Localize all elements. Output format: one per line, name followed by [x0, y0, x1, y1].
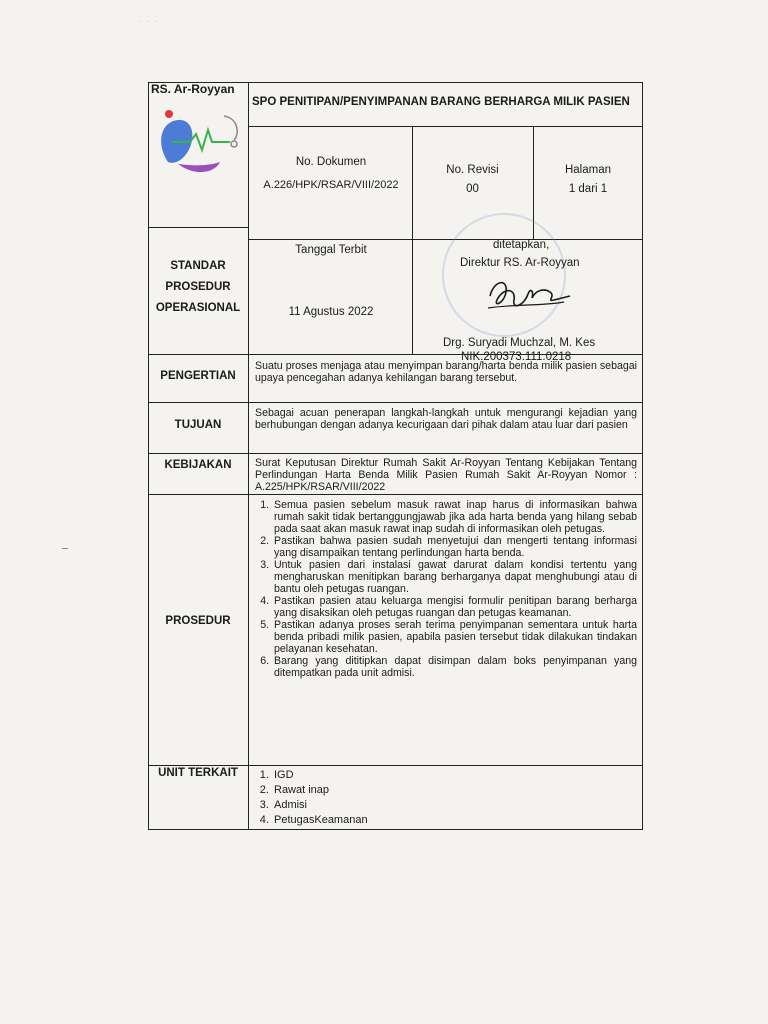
kebijakan-label: KEBIJAKAN [164, 459, 232, 471]
revision-value: 00 [466, 183, 479, 195]
unit-list-container [252, 768, 637, 828]
prosedur-item: 5. Pastikan adanya proses serah terima penyimpanan sementara untuk harta benda pribadi milik pasien, apabila pasien tersebut tidak dilakukan tindakan pelayanan kesehatan. [272, 619, 637, 655]
unit-item: 4. PetugasKeamanan [272, 813, 637, 828]
unit-item: 2. Rawat inap [272, 783, 637, 798]
logo-red-dot [165, 110, 173, 118]
prosedur-list-container [252, 499, 637, 679]
scan-speck: · · · [138, 18, 159, 25]
approval-line-1: ditetapkan, [493, 239, 550, 251]
logo-purple-shape [178, 162, 220, 172]
document-title: SPO PENITIPAN/PENYIMPANAN BARANG BERHARGA MILIK PASIEN [252, 96, 630, 108]
pengertian-label: PENGERTIAN [160, 370, 236, 382]
logo-cell-divider [148, 227, 249, 228]
prosedur-item: 3. Untuk pasien dari instalasi gawat darurat dalam kondisi tertentu yang mengharuskan menitipkan barang berharganya dapat menghubungi atau di bantu oleh petugas ruangan. [272, 559, 637, 595]
prosedur-item: 1. Semua pasien sebelum masuk rawat inap harus di informasikan bahwa rumah sakit tidak bertanggungjawab jika ada harta benda yang hilang sebab pada saat akan masuk rawat inap sudah di informasikan oleh petugas. [272, 499, 637, 535]
prosedur-item: 4. Pastikan pasien atau keluarga mengisi formulir penitipan barang berharga yang disaksikan oleh petugas ruangan dan petugas keamanan. [272, 595, 637, 619]
header-title-divider [248, 126, 643, 127]
prosedur-item: 6. Barang yang dititipkan dapat disimpan dalam boks penyimpanan yang ditempatkan pada unit admisi. [272, 655, 637, 679]
spo-document [148, 82, 643, 830]
table-border-bottom [148, 829, 643, 830]
table-border-left [148, 82, 149, 830]
tujuan-text: Sebagai acuan penerapan langkah-langkah untuk mengurangi kejadian yang berhubungan dengan adanya kecurigaan dari pihak dalam atau luar dari pasien [255, 407, 637, 431]
issue-date-value: 11 Agustus 2022 [288, 306, 374, 318]
issue-date-label: Tanggal Terbit [295, 244, 367, 256]
tujuan-label: TUJUAN [174, 419, 222, 431]
logo-stethoscope [224, 116, 237, 140]
pengertian-text: Suatu proses menjaga atau menyimpan barang/harta benda milik pasien sebagai upaya pencegahan adanya kehilangan barang tersebut. [255, 360, 637, 384]
hospital-logo [154, 104, 246, 186]
tujuan-row-divider [148, 453, 643, 454]
page-edge-mark [62, 548, 68, 549]
doc-no-label: No. Dokumen [295, 156, 367, 168]
hospital-name: RS. Ar-Royyan [151, 82, 235, 96]
spo-label-line-3: OPERASIONAL [155, 302, 241, 314]
unit-item: 1. IGD [272, 768, 637, 783]
unit-terkait-label: UNIT TERKAIT [158, 767, 238, 779]
approval-line-2: Direktur RS. Ar-Royyan [460, 257, 580, 269]
prosedur-label: PROSEDUR [165, 615, 231, 627]
unit-item: 3. Admisi [272, 798, 637, 813]
prosedur-list [252, 499, 637, 679]
kebijakan-text: Surat Keputusan Direktur Rumah Sakit Ar-Royyan Tentang Kebijakan Tentang Perlindungan Harta Benda Milik Pasien Rumah Sakit Ar-Royyan Nomor : A.225/HPK/RSAR/VIII/2022 [255, 457, 637, 493]
pengertian-row-divider [148, 402, 643, 403]
page-label: Halaman [564, 164, 612, 176]
kebijakan-row-divider [148, 494, 643, 495]
unit-list [252, 768, 637, 828]
director-signature [484, 270, 576, 320]
label-column-divider [248, 82, 249, 830]
spo-label-line-2: PROSEDUR [165, 281, 231, 293]
signer-name: Drg. Suryadi Muchzal, M. Kes [443, 337, 596, 349]
doc-no-value: A.226/HPK/RSAR/VIII/2022 [263, 179, 399, 191]
prosedur-item: 2. Pastikan bahwa pasien sudah menyetujui dan mengerti tentang informasi yang disampaikan tentang perlindungan harta benda. [272, 535, 637, 559]
spo-label-line-1: STANDAR [170, 260, 226, 272]
header-meta-divider [249, 239, 643, 240]
prosedur-row-divider [148, 765, 643, 766]
signer-nik: NIK.200373.111.0218 [461, 351, 572, 363]
revision-label: No. Revisi [446, 164, 499, 176]
page-value: 1 dari 1 [568, 183, 608, 195]
